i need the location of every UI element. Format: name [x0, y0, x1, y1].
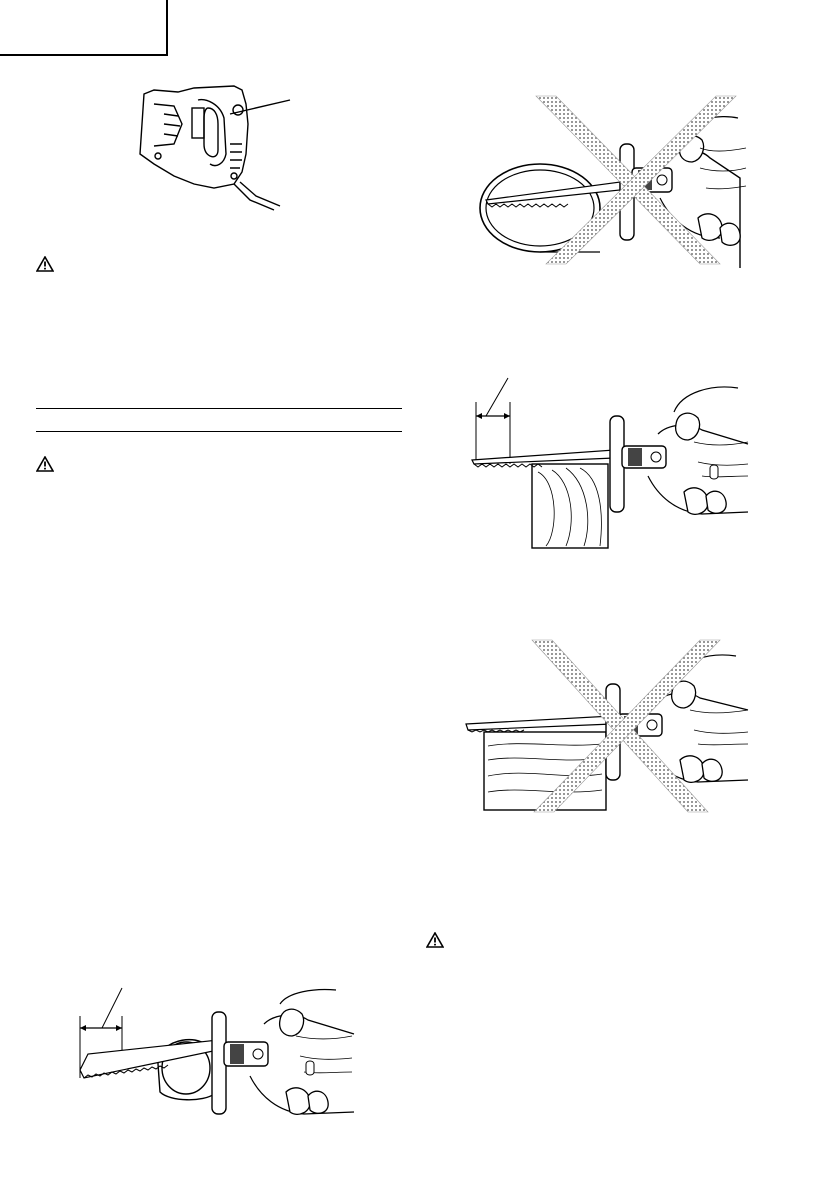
warning-triangle-icon — [36, 456, 54, 472]
section-rule-top — [36, 408, 402, 409]
plank-cutting-correct-figure — [462, 372, 752, 552]
plank-cutting-wrong-figure — [462, 636, 752, 822]
warning-triangle-icon — [426, 932, 444, 948]
section-rule-bottom — [36, 431, 402, 432]
language-tab — [0, 0, 168, 56]
pipe-cutting-correct-figure — [74, 984, 364, 1144]
warning-triangle-icon — [36, 256, 54, 272]
saw-switch-handle-figure — [134, 84, 294, 214]
pipe-cutting-wrong-figure — [470, 88, 750, 274]
